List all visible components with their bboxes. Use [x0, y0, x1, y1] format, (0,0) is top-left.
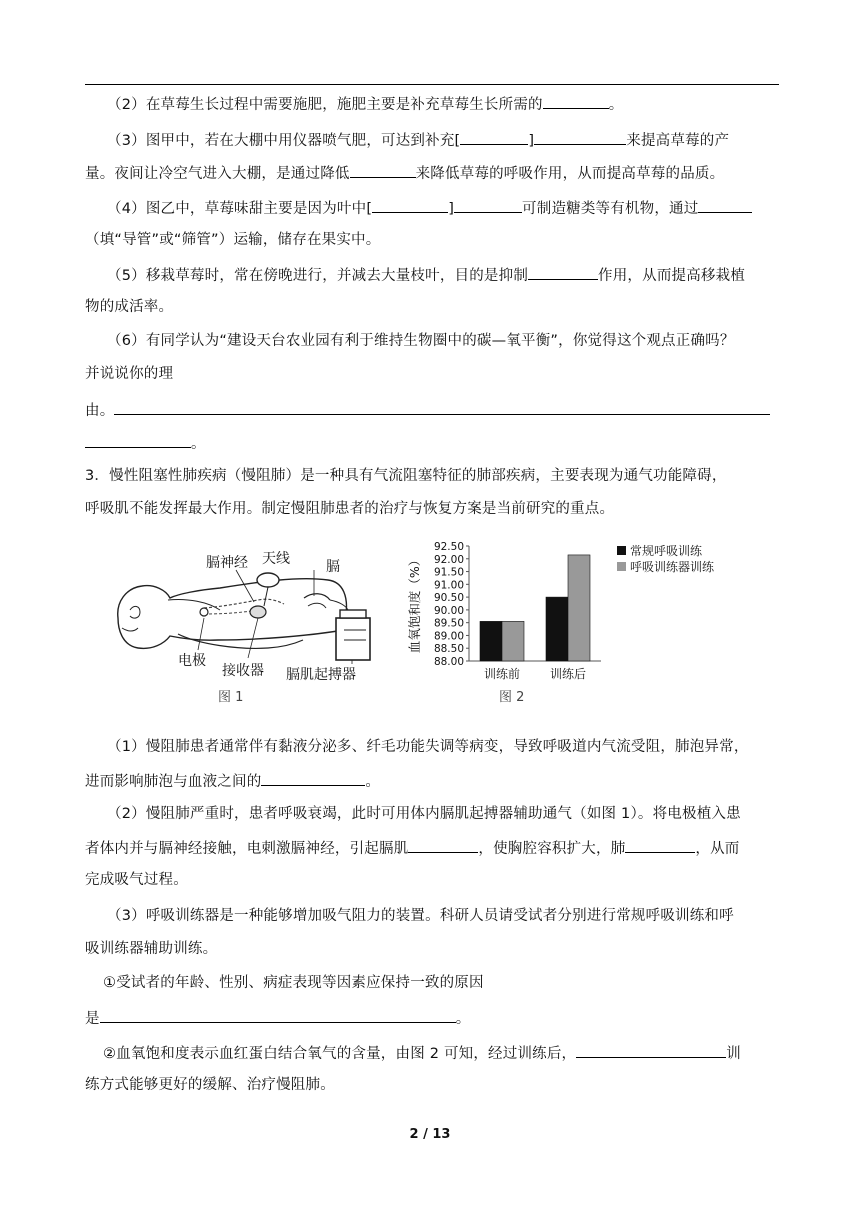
- y-tick-label: 90.50: [433, 592, 464, 605]
- q2-item6-text2: 并说说你的理: [85, 366, 174, 382]
- q2-item2: [107, 93, 623, 115]
- answer-blank[interactable]: [85, 432, 191, 448]
- y-tick-label: 89.00: [433, 630, 464, 643]
- bar: [568, 555, 590, 661]
- answer-blank[interactable]: [460, 129, 528, 145]
- q3-item1-line2: [85, 770, 380, 792]
- y-tick-label: 90.00: [433, 604, 464, 617]
- q2-item6-line3: [85, 399, 770, 421]
- q3-item2-text4: ，从而: [695, 841, 740, 857]
- q2-item4-text: （4）图乙中，草莓味甜主要是因为叶中[: [107, 201, 373, 217]
- label-diaphragm: 膈: [326, 559, 340, 575]
- q2-item4-text2: 可制造糖类等有机物，通过: [522, 201, 699, 217]
- q3-intro-text2: 呼吸肌不能发挥最大作用。制定慢阻肺患者的治疗与恢复方案是当前研究的重点。: [85, 501, 615, 517]
- answer-blank[interactable]: [372, 197, 448, 213]
- q3-item1-text2: 进而影响肺泡与血液之间的: [85, 774, 262, 790]
- q2-item6-line4: [85, 432, 206, 454]
- q2-item5-line1: [107, 264, 745, 286]
- q3-item2-line3: [85, 870, 188, 890]
- legend-label: 常规呼吸训练: [630, 544, 703, 558]
- figure-2-caption: 图 2: [499, 690, 525, 705]
- q2-item6-line1: [107, 331, 735, 351]
- y-tick-label: 89.50: [433, 617, 464, 630]
- q3-item1-end: 。: [365, 774, 381, 790]
- answer-blank[interactable]: [543, 93, 609, 109]
- q2-item6-end: 。: [191, 436, 206, 452]
- answer-blank[interactable]: [534, 129, 626, 145]
- q3-item2-line2: [85, 837, 740, 859]
- q2-item2-end: 。: [608, 97, 624, 113]
- label-phrenic-nerve: 膈神经: [206, 555, 248, 571]
- answer-blank[interactable]: [261, 770, 365, 786]
- q3-item2-text3: ，使胸腔容积扩大，肺: [478, 841, 626, 857]
- q3-sub1-text2: 是: [85, 1011, 100, 1027]
- y-tick-label: 91.50: [433, 566, 464, 579]
- figure-2: [405, 536, 755, 708]
- y-axis-label: 血氧饱和度（%）: [407, 553, 422, 654]
- answer-blank[interactable]: [625, 837, 695, 853]
- label-electrode: 电极: [178, 653, 206, 669]
- q2-item6-line2: [85, 364, 173, 384]
- page-number: 2 / 13: [409, 1127, 451, 1142]
- figure-1-caption: 图 1: [218, 690, 244, 705]
- q3-item2-line1: [107, 804, 741, 824]
- q2-item5-line2: [85, 297, 173, 317]
- q3-sub1-text: ①受试者的年龄、性别、病症表现等因素应保持一致的原因: [103, 975, 484, 991]
- q3-item1-line1: [107, 737, 749, 757]
- x-tick-label: 训练前: [483, 667, 521, 681]
- q3-item2-text: （2）慢阻肺严重时，患者呼吸衰竭，此时可用体内膈肌起搏器辅助通气（如图 1）。将电极植入患: [107, 806, 741, 822]
- q3-sub1-line2: [85, 1007, 470, 1029]
- q2-item5-text: （5）移栽草莓时，常在傍晚进行，并减去大量枝叶，目的是抑制: [107, 268, 529, 284]
- bar: [502, 621, 524, 661]
- y-tick-label: 88.00: [433, 656, 464, 668]
- q2-item3-text4: 来降低草莓的呼吸作用，从而提高草莓的品质。: [415, 166, 725, 182]
- answer-blank[interactable]: [408, 837, 478, 853]
- q3-sub1-line1: [103, 973, 484, 993]
- q2-item3-bracket: ]: [528, 133, 535, 149]
- q3-intro-text1: 3．慢性阻塞性肺疾病（慢阻肺）是一种具有气流阻塞特征的肺部疾病，主要表现为通气功能障碍，: [85, 468, 727, 484]
- q3-item3-text: （3）呼吸训练器是一种能够增加吸气阻力的装置。科研人员请受试者分别进行常规呼吸训练和呼: [107, 908, 734, 924]
- y-tick-label: 92.50: [433, 541, 464, 553]
- bar-chart: [405, 536, 755, 686]
- q2-item3-text2: 来提高草莓的产: [626, 133, 730, 149]
- answer-blank[interactable]: [528, 264, 598, 280]
- answer-blank[interactable]: [576, 1042, 726, 1058]
- q2-item4-line1: [107, 197, 752, 219]
- y-tick-label: 92.00: [433, 553, 464, 566]
- label-receiver: 接收器: [222, 663, 264, 679]
- q3-intro-line1: [85, 466, 727, 486]
- answer-blank[interactable]: [454, 197, 522, 213]
- y-tick-label: 88.50: [433, 643, 464, 656]
- q2-item2-text: （2）在草莓生长过程中需要施肥，施肥主要是补充草莓生长所需的: [107, 97, 543, 113]
- q2-item4-text3: （填“导管”或“筛管”）运输，储存在果实中。: [85, 232, 381, 248]
- q3-sub2-text: ②血氧饱和度表示血红蛋白结合氧气的含量，由图 2 可知，经过训练后，: [103, 1046, 577, 1062]
- q3-sub2-line2: [85, 1075, 335, 1095]
- q3-intro-line2: [85, 499, 614, 519]
- bar: [480, 621, 502, 661]
- figure-1: [108, 540, 398, 708]
- q3-item3-text2: 吸训练器辅助训练。: [85, 941, 218, 957]
- label-antenna: 天线: [262, 551, 290, 567]
- q2-item5-text2: 作用，从而提高移栽植: [598, 268, 746, 284]
- q2-item3-text3: 量。夜间让冷空气进入大棚，是通过降低: [85, 166, 350, 182]
- q3-item2-text5: 完成吸气过程。: [85, 872, 188, 888]
- q2-item4-bracket: ]: [448, 201, 455, 217]
- q3-item3-line2: [85, 939, 217, 959]
- q2-item3-line1: [107, 129, 729, 151]
- q3-item2-text2: 者体内并与膈神经接触，电刺激膈神经，引起膈肌: [85, 841, 409, 857]
- y-tick-label: 91.00: [433, 579, 464, 592]
- answer-blank[interactable]: [100, 1007, 456, 1023]
- q2-item5-text3: 物的成活率。: [85, 299, 174, 315]
- bar: [546, 597, 568, 661]
- q3-item3-line1: [107, 906, 734, 926]
- q3-sub2-text2: 训: [726, 1046, 741, 1062]
- q2-item6-text3: 由。: [85, 403, 115, 419]
- label-pacer: 膈肌起搏器: [286, 667, 356, 683]
- q2-item3-text: （3）图甲中，若在大棚中用仪器喷气肥，可达到补充[: [107, 133, 461, 149]
- x-tick-label: 训练后: [549, 667, 587, 681]
- q2-item4-line2: [85, 230, 380, 250]
- answer-blank[interactable]: [698, 197, 752, 213]
- q3-sub2-text3: 练方式能够更好的缓解、治疗慢阻肺。: [85, 1077, 335, 1093]
- legend-label: 呼吸训练器训练: [630, 560, 715, 574]
- answer-blank[interactable]: [350, 162, 416, 178]
- q3-sub2-line1: [103, 1042, 741, 1064]
- q3-sub1-end: 。: [455, 1011, 471, 1027]
- q2-item3-line2: [85, 162, 724, 184]
- answer-blank[interactable]: [114, 399, 770, 415]
- top-rule: [85, 84, 779, 85]
- q3-item1-text: （1）慢阻肺患者通常伴有黏液分泌多、纤毛功能失调等病变，导致呼吸道内气流受阻，肺泡异常，: [107, 739, 749, 755]
- legend-swatch: [617, 546, 626, 555]
- legend-swatch: [617, 562, 626, 571]
- q2-item6-text: （6）有同学认为“建设天台农业园有利于维持生物圈中的碳—氧平衡”，你觉得这个观点正确吗？: [107, 333, 735, 349]
